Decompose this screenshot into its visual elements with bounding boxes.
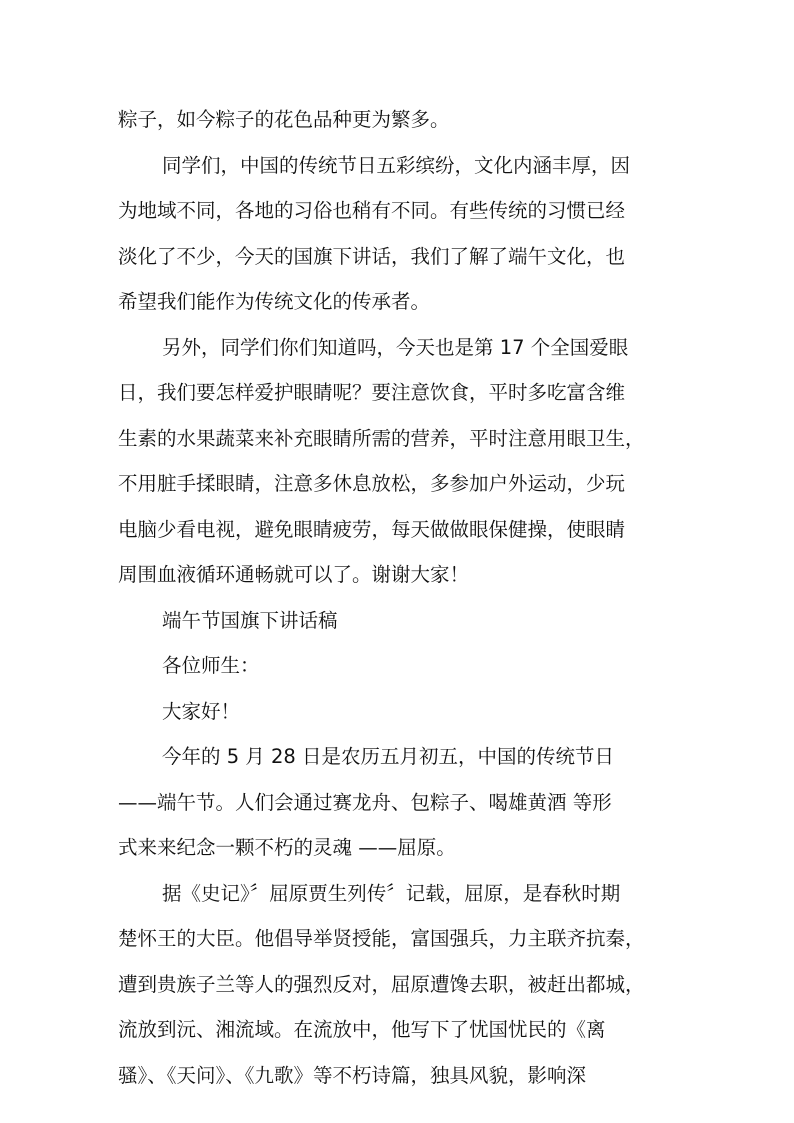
text-line: ——端午节。人们会通过赛龙舟、包粽子、喝雄黄酒 等形 — [118, 790, 612, 814]
text-line: 不用脏手揉眼睛，注意多休息放松，多参加户外运动，少玩 — [118, 472, 626, 495]
text-line: 据《史记》〞屈原贾生列传〞记载，屈原，是春秋时期 — [162, 881, 621, 905]
text-line: 日，我们要怎样爱护眼睛呢？要注意饮食，平时多吃富含维 — [118, 381, 626, 404]
text-line: 希望我们能作为传统文化的传承者。 — [118, 290, 431, 313]
text-line: 式来来纪念一颗不朽的灵魂 ——屈原。 — [118, 836, 456, 859]
text-line: 淡化了不少，今天的国旗下讲话，我们了解了端午文化，也 — [118, 244, 626, 268]
text-line: 生素的水果蔬菜来补充眼睛所需的营养，平时注意用眼卫生， — [118, 426, 645, 450]
text-line: 楚怀王的大臣。他倡导举贤授能，富国强兵，力主联齐抗秦， — [118, 927, 645, 950]
text-line: 为地域不同，各地的习俗也稍有不同。有些传统的习惯已经 — [118, 199, 626, 222]
text-line: 另外，同学们你们知道吗，今天也是第 17 个全国爱眼 — [162, 335, 629, 359]
text-line: 粽子，如今粽子的花色品种更为繁多。 — [118, 108, 450, 131]
text-line: 今年的 5 月 28 日是农历五月初五，中国的传统节日 — [162, 745, 615, 768]
section-title: 端午节国旗下讲话稿 — [162, 608, 338, 632]
text-line: 电脑少看电视，避免眼睛疲劳，每天做做眼保健操，使眼睛 — [118, 517, 626, 541]
salutation: 各位师生： — [162, 654, 260, 677]
text-line: 流放到沅、湘流域。在流放中，他写下了忧国忧民的《离 — [118, 1018, 606, 1041]
document-body — [118, 97, 688, 1098]
greeting: 大家好！ — [162, 699, 241, 723]
text-line: 遭到贵族子兰等人的强烈反对，屈原遭馋去职，被赶出都城， — [118, 972, 645, 996]
text-line: 同学们，中国的传统节日五彩缤纷，文化内涵丰厚，因 — [162, 153, 631, 177]
text-line: 骚》、《天问》、《九歌》等不朽诗篇，独具风貌，影响深 — [118, 1063, 587, 1087]
text-line: 周围血液循环通畅就可以了。谢谢大家！ — [118, 563, 470, 586]
